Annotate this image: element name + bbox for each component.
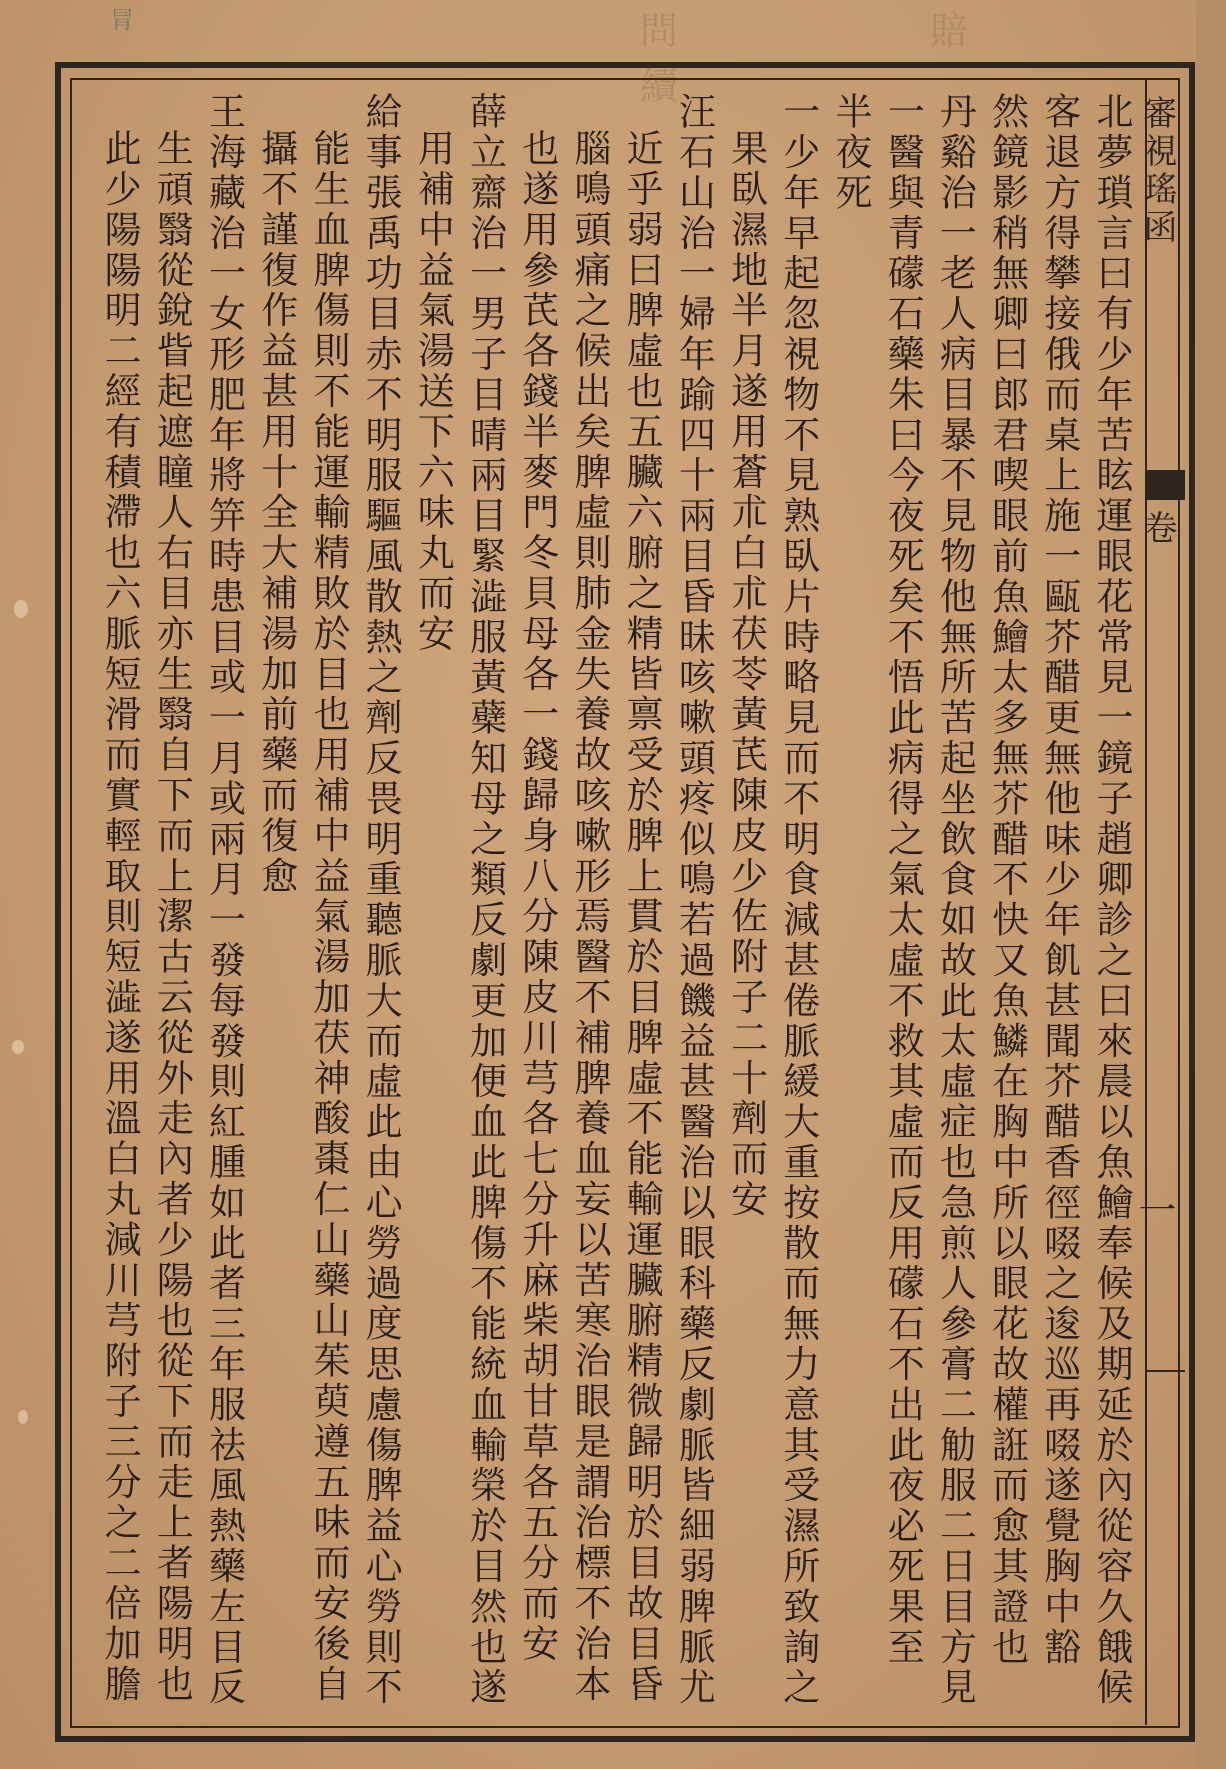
text-column: 客退方得攀接俄而桌上施一甌芥醋更無他味少年飢甚聞芥醋香徑啜之逡巡再啜遂覺胸中豁: [1037, 92, 1081, 1668]
text-column: 給事張禹功目赤不明服驅風散熱之劑反畏明重聽脈大而虛此由心勞過度思慮傷脾益心勞則不: [359, 92, 403, 1708]
text-column: 也遂用參芪各錢半麥門冬貝母各一錢歸身八分陳皮川芎各七分升麻柴胡甘草各五分而安: [515, 129, 559, 1665]
margin-book-title: 審視瑤函: [1137, 95, 1177, 247]
text-column: 北夢瑣言曰有少年苦眩運眼花常見一鏡子趙卿診之曰來晨以魚鱠奉候及期延於內從容久餓候: [1090, 92, 1133, 1708]
text-column: 丹谿治一老人病目暴不見物他無所苦起坐飲食如故此太虛症也急煎人參膏二觔服二日目方見: [933, 92, 977, 1708]
text-column: 用補中益氣湯送下六味丸而安: [411, 129, 455, 655]
text-column: 一少年早起忽視物不見熟臥片時略見而不明食減甚倦脈緩大重按散而無力意其受濕所致詢之: [776, 92, 820, 1708]
center-fold-column: [1132, 80, 1187, 1725]
margin-divider: [1147, 1370, 1185, 1372]
margin-volume: 卷: [1137, 510, 1177, 544]
paper-damage: [12, 1040, 24, 1054]
ink-mark: 冐: [110, 6, 134, 34]
fishtail-mark: [1147, 470, 1185, 500]
text-column: 生頑翳從銳眥起遮瞳人右目亦生翳自下而上潔古云從外走內者少陽也從下而走上者陽明也: [150, 129, 194, 1705]
text-column: 攝不謹復作益甚用十全大補湯加前藥而復愈: [254, 129, 298, 897]
text-column: 王海藏治一女形肥年將笄時患目或一月或兩月一發每發則紅腫如此者三年服祛風熱藥左目反: [202, 92, 246, 1708]
text-column: 果臥濕地半月遂用蒼朮白朮茯苓黃芪陳皮少佐附子二十劑而安: [724, 129, 768, 1220]
text-column: 近乎弱曰脾虛也五臟六腑之精皆禀受於脾上貫於目脾虛不能輸運臟腑精微歸明於目故目昏: [620, 129, 664, 1705]
text-column: 薛立齋治一男子目晴兩目緊澁服黃蘗知母之類反劇更加便血此脾傷不能統血輸榮於目然也遂: [463, 92, 507, 1708]
main-text-block: [92, 92, 1137, 1712]
margin-page-number: 一: [1132, 1190, 1176, 1228]
paper-damage: [18, 1410, 28, 1424]
text-column: 能生血脾傷則不能運輸精敗於目也用補中益氣湯加茯神酸棗仁山藥山茱萸遵五味而安後自: [306, 129, 350, 1705]
page-edge: [1196, 0, 1226, 1769]
paper-damage: [14, 600, 28, 618]
text-column: 然鏡影稍無卿曰郎君喫眼前魚鱠太多無芥醋不快又魚鱗在胸中所以眼花故權誑而愈其證也: [985, 92, 1029, 1668]
text-column: 此少陽陽明二經有積滯也六脈短滑而實輕取則短澁遂用溫白丸減川芎附子三分之二倍加膽: [98, 129, 142, 1705]
faint-top-characters: 問 賠 續: [640, 9, 1089, 108]
text-column: 腦鳴頭痛之候出矣脾虛則肺金失養故咳嗽形焉醫不補脾養血妄以苦寒治眼是謂治標不治本: [567, 129, 611, 1705]
text-column: 一醫與青礞石藥朱曰今夜死矣不悟此病得之氣太虛不救其虛而反用礞石不出此夜必死果至: [881, 92, 925, 1668]
text-column: 半夜死: [828, 92, 872, 214]
text-column: 汪石山治一婦年踰四十兩目昏昧咳嗽頭疼似鳴若過饑益甚醫治以眼科藥反劇脈皆細弱脾脈尤: [672, 92, 716, 1708]
